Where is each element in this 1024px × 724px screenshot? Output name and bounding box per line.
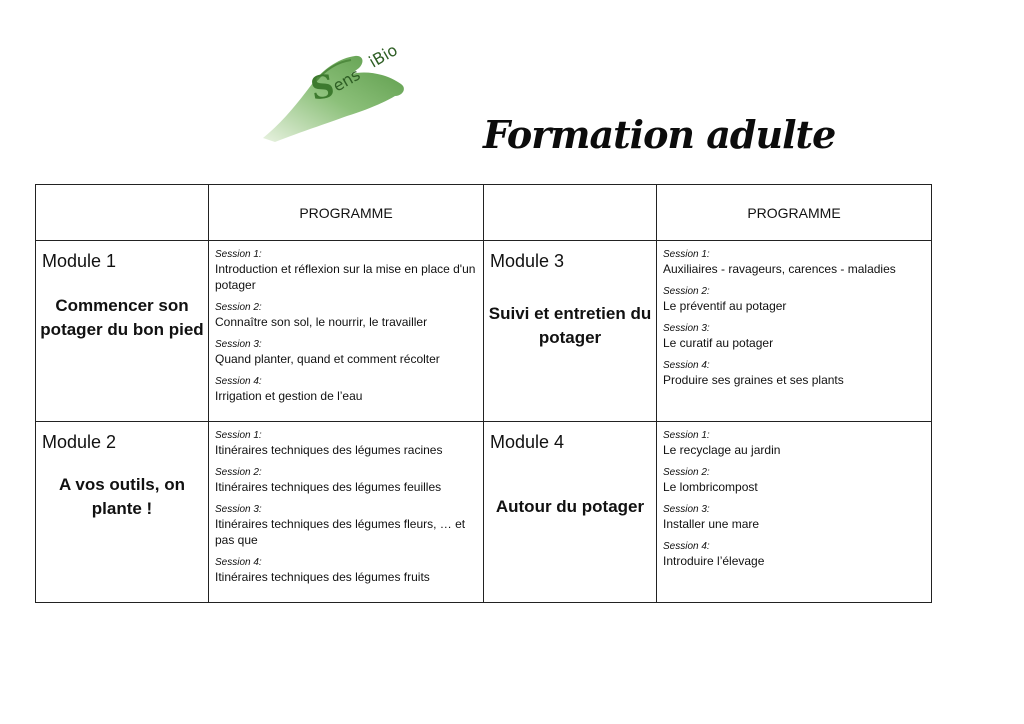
session-text: Itinéraires techniques des légumes fleurs, … et pas que <box>215 517 466 547</box>
session-label: Session 1: <box>663 249 710 260</box>
session-item <box>215 557 477 585</box>
session-item <box>215 249 477 293</box>
module-4-sessions <box>657 422 932 603</box>
session-label: Session 4: <box>663 541 710 552</box>
module-1-sessions <box>209 241 484 422</box>
module-2-sessions <box>209 422 484 603</box>
session-text: Le lombricompost <box>663 480 758 494</box>
session-label: Session 3: <box>215 504 262 515</box>
session-text: Produire ses graines et ses plants <box>663 373 844 387</box>
module-title: Autour du potager <box>495 497 645 516</box>
session-label: Session 2: <box>663 286 710 297</box>
program-table <box>35 184 932 603</box>
session-item <box>663 249 925 277</box>
session-text: Quand planter, quand et comment récolter <box>215 352 440 366</box>
session-item <box>663 323 925 351</box>
session-text: Introduire l’élevage <box>663 554 765 568</box>
header-empty-cell <box>484 185 657 241</box>
session-label: Session 3: <box>663 504 710 515</box>
table-row <box>36 422 932 603</box>
session-text: Le recyclage au jardin <box>663 443 781 457</box>
session-item <box>215 302 477 330</box>
session-text: Connaître son sol, le nourrir, le travailler <box>215 315 428 329</box>
session-item <box>663 286 925 314</box>
sensibio-logo <box>255 40 435 150</box>
session-text: Le préventif au potager <box>663 299 787 313</box>
session-label: Session 1: <box>663 430 710 441</box>
svg-text:ens: ens <box>329 64 364 96</box>
module-3-sessions <box>657 241 932 422</box>
session-label: Session 3: <box>663 323 710 334</box>
session-label: Session 2: <box>215 302 262 313</box>
session-item <box>663 467 925 495</box>
header-programme-1: PROGRAMME <box>209 185 484 241</box>
session-label: Session 1: <box>215 249 262 260</box>
session-item <box>215 430 477 458</box>
module-2-cell <box>36 422 209 603</box>
session-label: Session 4: <box>663 360 710 371</box>
module-title: Suivi et entretien du potager <box>488 304 652 347</box>
session-label: Session 3: <box>215 339 262 350</box>
session-item <box>215 504 477 548</box>
session-label: Session 2: <box>663 467 710 478</box>
session-item <box>663 541 925 569</box>
session-text: Introduction et réflexion sur la mise en place d'un potager <box>215 262 476 292</box>
session-item <box>215 339 477 367</box>
module-number: Module 3 <box>490 251 565 271</box>
svg-text:S: S <box>307 66 338 108</box>
session-text: Le curatif au potager <box>663 336 774 350</box>
session-item <box>663 504 925 532</box>
module-number: Module 2 <box>42 432 117 452</box>
session-text: Itinéraires techniques des légumes fruits <box>215 570 430 584</box>
module-number: Module 1 <box>42 251 117 271</box>
session-item <box>215 467 477 495</box>
session-item <box>663 430 925 458</box>
session-text: Itinéraires techniques des légumes racines <box>215 443 443 457</box>
session-text: Installer une mare <box>663 517 760 531</box>
module-1-cell <box>36 241 209 422</box>
table-header-row <box>36 185 932 241</box>
header-empty-cell <box>36 185 209 241</box>
module-number: Module 4 <box>490 432 565 452</box>
session-item <box>215 376 477 404</box>
session-text: Itinéraires techniques des légumes feuilles <box>215 480 442 494</box>
session-text: Irrigation et gestion de l’eau <box>215 389 363 403</box>
module-title: Commencer son potager du bon pied <box>40 296 204 339</box>
page-title: Formation adulte <box>483 112 836 157</box>
session-item <box>663 360 925 388</box>
session-label: Session 2: <box>215 467 262 478</box>
session-label: Session 1: <box>215 430 262 441</box>
svg-text:iBio: iBio <box>365 40 401 72</box>
session-label: Session 4: <box>215 376 262 387</box>
module-3-cell <box>484 241 657 422</box>
session-text: Auxiliaires - ravageurs, carences - maladies <box>663 262 896 276</box>
table-row <box>36 241 932 422</box>
module-title: A vos outils, on plante ! <box>59 475 185 518</box>
hand-leaf-icon <box>255 40 435 150</box>
session-label: Session 4: <box>215 557 262 568</box>
header-programme-2: PROGRAMME <box>657 185 932 241</box>
module-4-cell <box>484 422 657 603</box>
